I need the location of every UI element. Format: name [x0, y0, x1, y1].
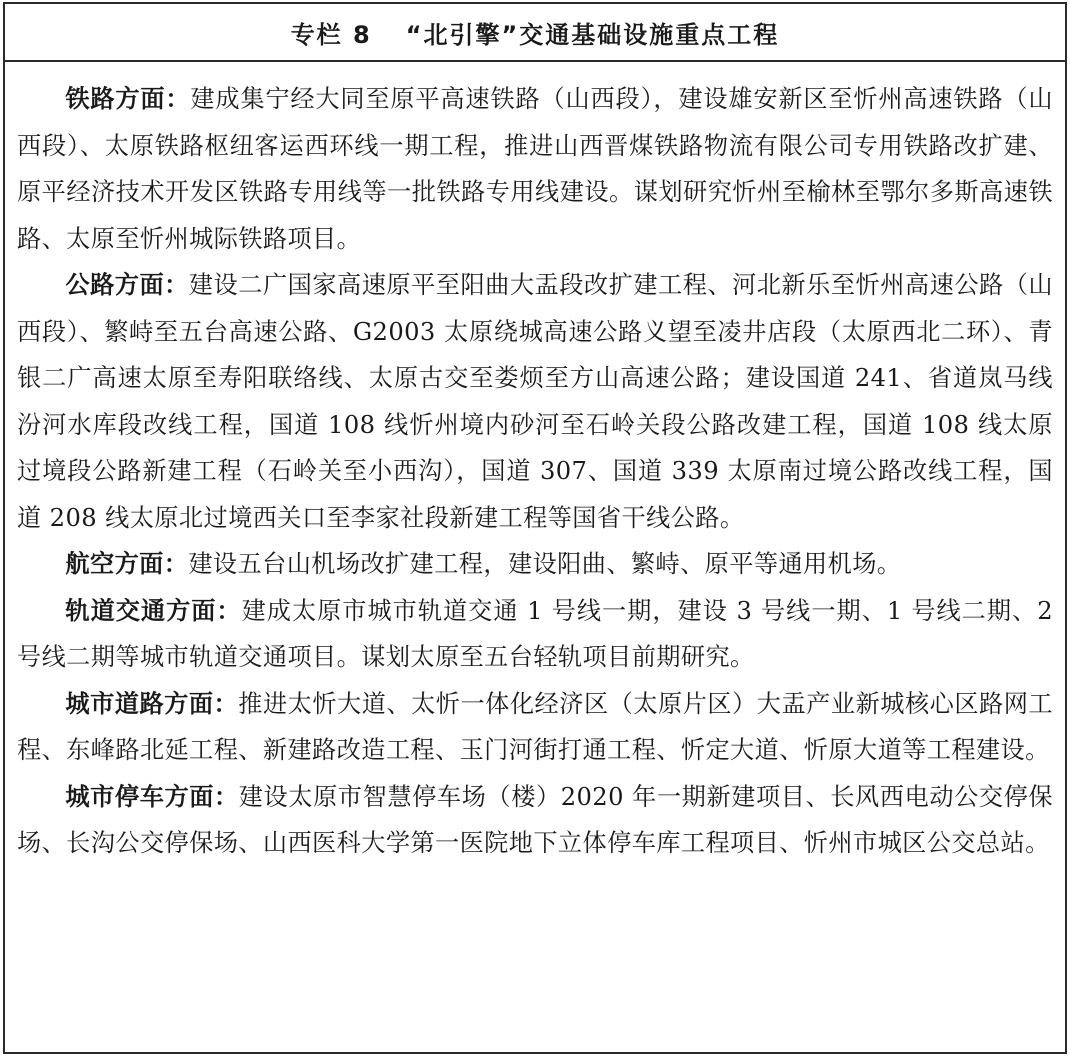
paragraph-rail-transit	[17, 588, 1053, 681]
railway-text: 建成集宁经大同至原平高速铁路（山西段），建设雄安新区至忻州高速铁路（山西段）、太原铁路枢纽客运西环线一期工程，推进山西晋煤铁路物流有限公司专用铁路改扩建、原平经济技术开发区铁路专用线等一批铁路专用线建设。谋划研究忻州至榆林至鄂尔多斯高速铁路、太原至忻州城际铁路项目。	[17, 85, 1053, 253]
urban-roads-text: 推进太忻大道、太忻一体化经济区（太原片区）大盂产业新城核心区路网工程、东峰路北延工程、新建路改造工程、玉门河街打通工程、忻定大道、忻原大道等工程建设。	[17, 689, 1053, 764]
urban-roads-heading: 城市道路方面：	[65, 689, 239, 718]
column-body	[5, 62, 1065, 867]
rail-transit-heading: 轨道交通方面：	[65, 596, 242, 625]
railway-heading: 铁路方面：	[65, 85, 191, 113]
column-header	[5, 4, 1065, 62]
urban-parking-text: 建设太原市智慧停车场（楼）2020 年一期新建项目、长风西电动公交停保场、长沟公交停保场、山西医科大学第一医院地下立体停车库工程项目、忻州市城区公交总站。	[17, 782, 1053, 857]
paragraph-urban-roads	[17, 681, 1053, 774]
highway-heading: 公路方面：	[65, 271, 189, 299]
rail-transit-text: 建成太原市城市轨道交通 1 号线一期，建设 3 号线一期、1 号线二期、2 号线二期等城市轨道交通项目。谋划太原至五台轻轨项目前期研究。	[17, 596, 1053, 671]
paragraph-urban-parking	[17, 774, 1053, 867]
aviation-text: 建设五台山机场改扩建工程，建设阳曲、繁峙、原平等通用机场。	[188, 550, 902, 578]
column-box	[3, 2, 1067, 1054]
column-label: 专栏 8	[290, 20, 372, 49]
paragraph-aviation	[17, 541, 1053, 588]
paragraph-railway	[17, 76, 1053, 262]
highway-text: 建设二广国家高速原平至阳曲大盂段改扩建工程、河北新乐至忻州高速公路（山西段）、繁峙至五台高速公路、G2003 太原绕城高速公路义望至凌井店段（太原西北二环）、青银二广高速太原至寿阳联络线、太原古交至娄烦至方山高速公路；建设国道 241、省道岚马线汾河水库段改线工程，国道 108 线忻州境内砂河至石岭关段公路改建工程，国道 108 线太原过境段公路新建工程（石岭关至小西沟），国道 307、国道 339 太原南过境公路改线工程，国道 208 线太原北过境西关口至李家社段新建工程等国省干线公路。	[17, 271, 1053, 532]
aviation-heading: 航空方面：	[65, 550, 189, 578]
urban-parking-heading: 城市停车方面：	[65, 782, 239, 811]
paragraph-highway	[17, 262, 1053, 541]
column-title: “北引擎”交通基础设施重点工程	[405, 20, 780, 49]
